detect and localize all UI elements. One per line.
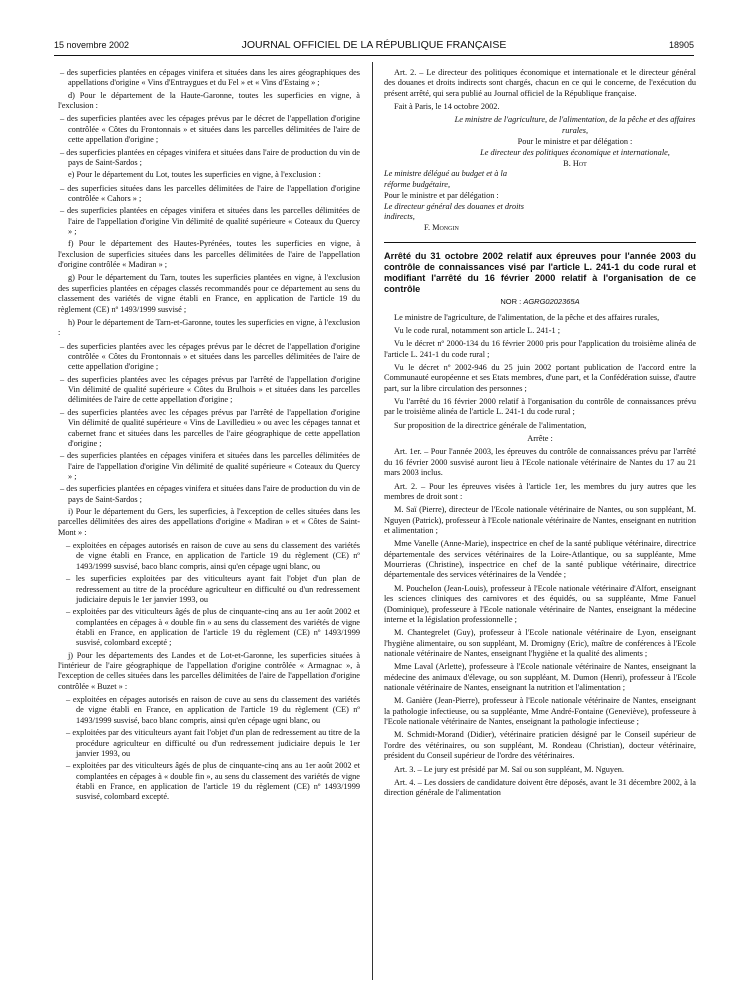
left-paragraph-15: i) Pour le département du Gers, les superficies, à l'exception de celles situées dans les parcelles délimitées des aires des appellations d'origine « Madiran » et « Côtes de Saint-Mont » : <box>58 507 360 537</box>
column-separator <box>372 62 373 980</box>
article-2-block <box>384 68 696 112</box>
article-2-paragraph-1: Fait à Paris, le 14 octobre 2002. <box>394 102 500 112</box>
left-paragraph-8: g) Pour le département du Tarn, toutes les superficies plantées en vigne, à l'exclusion des superficies plantées en cépages classés recommandés pour ce département au sens du classement des variétés de vigne établi en France, en application de l'article 19 du règlement (CE) nº 1493/1999 susvisé ; <box>58 273 360 314</box>
decree-paragraph-5: Sur proposition de la directrice générale de l'alimentation, <box>394 420 587 430</box>
section-rule <box>384 242 696 243</box>
decree-paragraph-9: M. Saï (Pierre), directeur de l'Ecole nationale vétérinaire de Nantes, ou son suppléant, M. Nguyen (Patrick), professeur à l'Ecole nationale vétérinaire de Nantes, enseignant en nutrition et alimentation ; <box>384 505 696 535</box>
decree-paragraph-17: Art. 4. – Les dossiers de candidature doivent être déposés, avant le 31 décembre 2002, à la direction générale de l'alimentation <box>384 777 696 798</box>
decree-paragraph-16: Art. 3. – Le jury est présidé par M. Saï ou son suppléant, M. Nguyen. <box>394 764 624 774</box>
header-page-number: 18905 <box>668 40 694 50</box>
decree-paragraph-14: M. Ganière (Jean-Pierre), professeur à l'Ecole nationale vétérinaire de Nantes, enseignant la pathologie infectieuse, ou sa suppléante, Mme André-Fontaine (Geneviève), professeure à l'Ecole nationale vétérinaire de Nantes, enseignant la pathologie infectieuse ; <box>384 696 696 727</box>
decree-paragraph-4: Vu l'arrêté du 16 février 2000 relatif à l'organisation du contrôle de connaissances prévu par le troisième alinéa de l'article L. 241-1 du code rural ; <box>384 397 696 417</box>
decree-paragraph-3: Vu le décret nº 2002-946 du 25 juin 2002 portant publication de l'accord entre la Communauté européenne et ses Etats membres, d'une part, et la Confédération suisse, d'autre part, sur la libre circulation des personnes ; <box>384 362 696 393</box>
left-paragraph-9: h) Pour le département de Tarn-et-Garonne, toutes les superficies en vigne, à l'exclusion : <box>58 317 360 338</box>
left-paragraph-22: – exploitées par des viticulteurs âgés de plus de cinquante-cinq ans au 1er août 2002 et complantées en cépages à « double fin », au sens du classement des variétés de vigne établi en France, en application de l'article 19 du règlement (CE) nº 1493/1999 susvisé, colombard excepté. <box>66 761 360 802</box>
left-paragraph-12: – des superficies plantées avec les cépages prévus par l'arrêté de l'appellation d'origine Vin délimité de qualité supérieure « Vins de Lavilledieu » ou avec les cépages tannat et cabernet franc et situées dans les parcelles de l'aire géographique de cette appellation d'origine ; <box>60 407 360 448</box>
left-paragraph-6: – des superficies plantées en cépages vinifera et situées dans les parcelles délimitées de l'aire de l'appellation d'origine Vin délimité de qualité supérieure « Coteaux du Quercy » ; <box>60 206 360 237</box>
signature-block <box>384 115 696 234</box>
left-paragraph-7: f) Pour le département des Hautes-Pyrénées, toutes les superficies en vigne, à l'exclusion de superficies situées dans les parcelles délimitées de l'aire de l'appellation d'origine contrôlée « Madiran » ; <box>58 239 360 270</box>
nor-code: AGRG0202365A <box>523 297 580 307</box>
decree-body <box>384 313 696 799</box>
left-paragraph-5: – des superficies situées dans les parcelles délimitées de l'aire de l'appellation d'origine contrôlée « Cahors » ; <box>60 183 360 203</box>
decree-paragraph-8: Art. 2. – Pour les épreuves visées à l'article 1er, les membres du jury autres que les membres de droit sont : <box>384 481 696 501</box>
left-paragraph-2: – des superficies plantées avec les cépages prévus par le décret de l'appellation d'origine contrôlée « Côtes du Frontonnais » et situées dans les parcelles délimitées de l'aire de cette appellation d'origine ; <box>60 114 360 145</box>
decree-paragraph-1: Vu le code rural, notamment son article L. 241-1 ; <box>394 325 561 335</box>
left-paragraph-20: – exploitées en cépages autorisés en raison de cuve au sens du classement des variétés de vigne établi en France, en application de l'article 19 du règlement (CE) nº 1493/1999 susvisé, baco blanc compris, ainsi qu'en cépage ugni blanc, ou <box>66 695 360 725</box>
nor-label: NOR : <box>500 297 522 307</box>
decree-paragraph-2: Vu le décret nº 2000-134 du 16 février 2000 pris pour l'application du troisième alinéa de l'article L. 241-1 du code rural ; <box>384 339 696 359</box>
signature-line-7: F. Mongin <box>424 223 459 233</box>
left-paragraph-10: – des superficies plantées avec les cépages prévus par le décret de l'appellation d'origine contrôlée « Côtes du Frontonnais » et situées dans les parcelles délimitées de l'aire de cette appellation d'origine ; <box>60 341 360 372</box>
left-paragraph-14: – des superficies plantées en cépages vinifera et situées dans l'aire de production du vin de pays de Saint-Sardos ; <box>60 484 360 504</box>
page-header <box>54 40 694 54</box>
signature-line-3: B. Hot <box>563 158 587 168</box>
decree-title: Arrêté du 31 octobre 2002 relatif aux épreuves pour l'année 2003 du contrôle de connaissances visé par l'article L. 241-1 du code rural et modifiant l'arrêté du 16 février 2000 relatif à l'organisation de ce contrôle <box>384 251 696 295</box>
nor-reference <box>384 297 696 306</box>
left-paragraph-19: j) Pour les départements des Landes et de Lot-et-Garonne, les superficies situées à l'intérieur de l'aire géographique de l'appellation d'origine contrôlée « Armagnac », à l'exception de celles situées dans les parcelles délimitées de l'aire de l'appellation d'origine contrôlée « Buzet » : <box>58 650 360 691</box>
decree-paragraph-13: Mme Laval (Arlette), professeure à l'Ecole nationale vétérinaire de Nantes, enseignant la médecine des animaux d'élevage, ou son suppléant, M. Dumon (Henri), professeur à l'Ecole nationale vétérinaire de Nantes, enseignant la nutrition et l'alimentation ; <box>384 662 696 693</box>
header-rule <box>54 55 694 56</box>
decree-paragraph-6: Arrête : <box>527 434 553 444</box>
left-paragraph-11: – des superficies plantées avec les cépages prévus par l'arrêté de l'appellation d'origine Vin délimité de qualité supérieure « Côtes du Brulhois » et situées dans les parcelles délimitées de l'aire de cette appellation d'origine ; <box>60 374 360 405</box>
left-paragraph-4: e) Pour le département du Lot, toutes les superficies en vigne, à l'exclusion : <box>68 170 321 180</box>
decree-paragraph-0: Le ministre de l'agriculture, de l'alimentation, de la pêche et des affaires rurales, <box>394 312 660 322</box>
left-paragraph-3: – des superficies plantées en cépages vinifera et situées dans l'aire de production du vin de pays de Saint-Sardos ; <box>60 147 360 167</box>
decree-paragraph-12: M. Chantegrelet (Guy), professeur à l'Ecole nationale vétérinaire de Lyon, enseignant l'hygiène alimentaire, ou son suppléant, M. Dromigny (Eric), maître de conférences à l'Ecole nationale vétérinaire de Nantes, enseignant l'hygiène et la qualité des aliments ; <box>384 628 696 658</box>
left-paragraph-0: – des superficies plantées en cépages vinifera et situées dans les aires géographiques des appellations d'origine « Vins d'Entraygues et du Fel » et « Vins d'Estaing » ; <box>60 68 360 88</box>
article-2-paragraph-0: Art. 2. – Le directeur des politiques économique et internationale et le directeur général des douanes et droits indirects sont chargés, chacun en ce qui le concerne, de l'exécution du présent arrêté, qui sera publié au Journal officiel de la République française. <box>384 68 696 98</box>
left-paragraph-13: – des superficies plantées en cépages vinifera et situées dans les parcelles délimitées de l'aire de l'appellation d'origine Vin délimité de qualité supérieure « Coteaux du Quercy » ; <box>60 451 360 481</box>
signature-line-6: Le directeur général des douanes et droits indirects, <box>384 201 524 222</box>
left-paragraph-21: – exploitées par des viticulteurs ayant fait l'objet d'un plan de redressement au titre de la procédure agriculteur en difficulté ou d'un redressement judiciaire depuis le 1er janvier 1993, ou <box>66 728 360 758</box>
signature-line-2: Le directeur des politiques économique et internationale, <box>480 147 670 157</box>
header-journal-title: JOURNAL OFFICIEL DE LA RÉPUBLIQUE FRANÇAISE <box>241 39 507 51</box>
decree-paragraph-10: Mme Vanelle (Anne-Marie), inspectrice en chef de la santé publique vétérinaire, directrice départementale des services vétérinaires de la Loire-Atlantique, ou sa suppléante, Mme Mourrieras (Christine), inspectrice en chef de la santé publique vétérinaire, directrice départementale des services vétérinaires de la Vendée ; <box>384 539 696 580</box>
right-column <box>384 68 696 802</box>
left-paragraph-1: d) Pour le département de la Haute-Garonne, toutes les superficies en vigne, à l'exclusion : <box>58 90 360 111</box>
left-column <box>58 68 360 805</box>
left-paragraph-16: – exploitées en cépages autorisés en raison de cuve au sens du classement des variétés de vigne établi en France, en application de l'article 19 du règlement (CE) nº 1493/1999 susvisé, baco blanc compris, ainsi qu'en cépage ugni blanc, ou <box>66 541 360 571</box>
signature-line-5: Pour le ministre et par délégation : <box>384 190 499 200</box>
signature-line-1: Pour le ministre et par délégation : <box>517 137 633 146</box>
left-paragraph-17: – les superficies exploitées par des viticulteurs ayant fait l'objet d'un plan de redressement au titre de la procédure agriculteur en difficulté ou d'un redressement judiciaire depuis le 1er janvier 1993, ou <box>66 574 360 604</box>
decree-paragraph-15: M. Schmidt-Morand (Didier), vétérinaire praticien désigné par le Conseil supérieur de l'ordre des vétérinaires, ou son suppléant, M. Rondeau (Christian), docteur vétérinaire, président du Conseil supérieur de l'ordre des vétérinaires. <box>384 730 696 761</box>
header-date: 15 novembre 2002 <box>54 40 130 50</box>
signature-line-0: Le ministre de l'agriculture, de l'alimentation, de la pêche et des affaires rurales, <box>454 115 696 136</box>
left-paragraph-18: – exploitées par des viticulteurs âgés de plus de cinquante-cinq ans au 1er août 2002 et complantées en cépages à « double fin » au sens du classement des variétés de vigne établi en France, en application de l'article 19 du règlement (CE) nº 1493/1999 susvisé, colombard excepté ; <box>66 607 360 648</box>
decree-paragraph-7: Art. 1er. – Pour l'année 2003, les épreuves du contrôle de connaissances prévu par l'arrêté du 16 février 2000 susvisé auront lieu à l'Ecole nationale vétérinaire de Nantes du 17 au 21 mars 2003 inclus. <box>384 447 696 478</box>
decree-paragraph-11: M. PoucheIon (Jean-Louis), professeur à l'Ecole nationale vétérinaire d'Alfort, enseignant les sciences cliniques des carnivores et des équidés, ou sa suppléante, Mme Fanuel (Dominique), professeure à l'Ecole nationale vétérinaire de Nantes, enseignant la médecine interne et la législation professionnelle ; <box>384 583 696 624</box>
signature-line-4: Le ministre délégué au budget et à la réforme budgétaire, <box>384 169 507 190</box>
